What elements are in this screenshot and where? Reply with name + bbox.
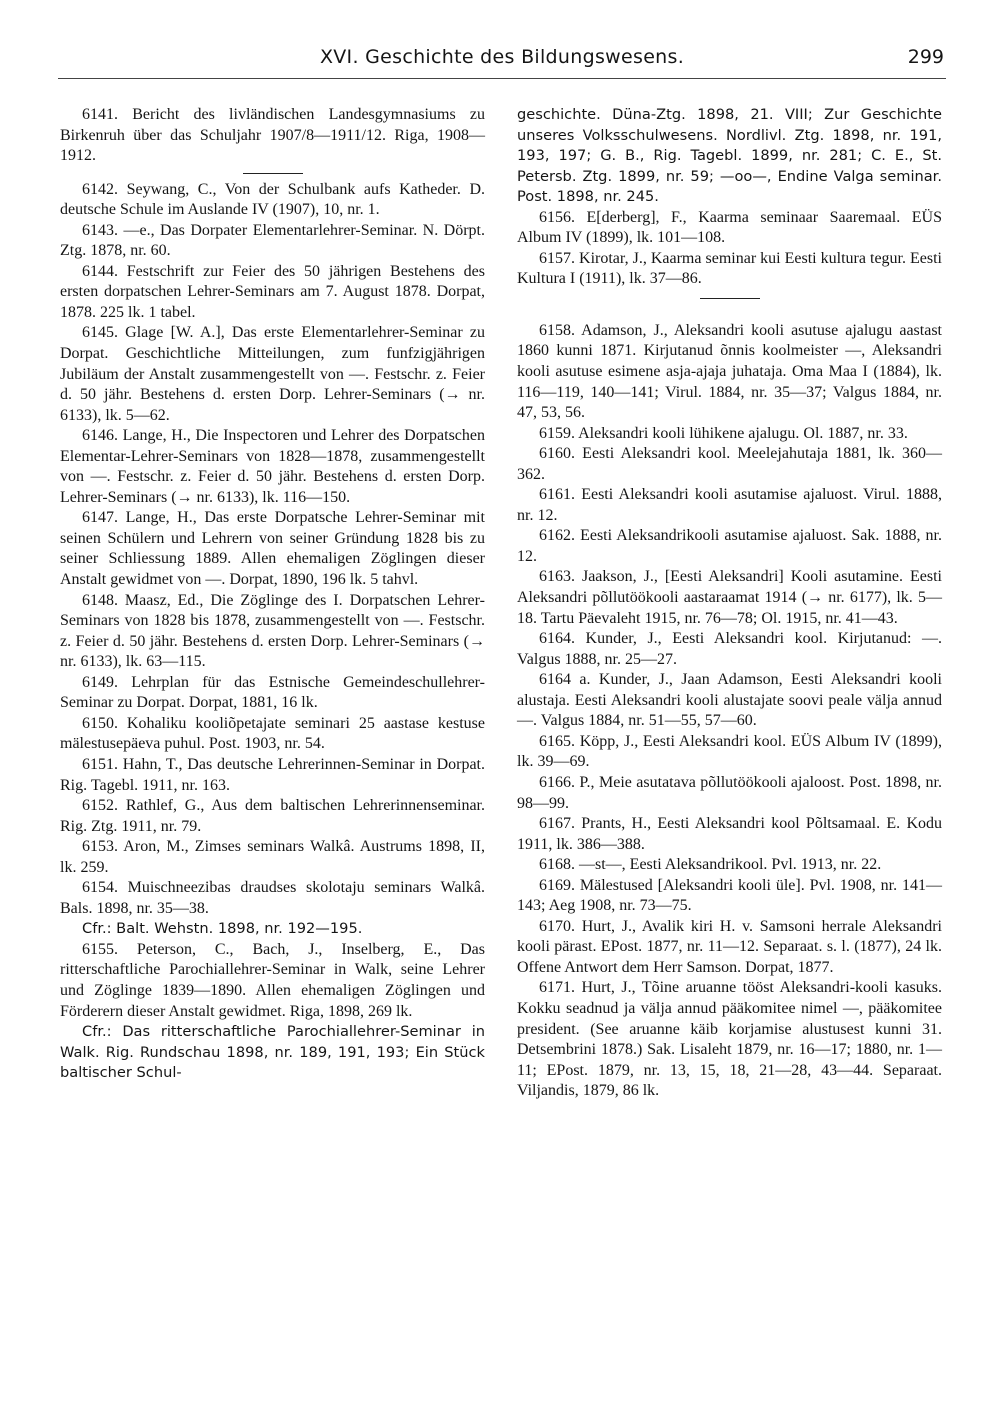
entry-6157: 6157. Kirotar, J., Kaarma seminar kui Eesti kultura tegur. Eesti Kultura I (1911), lk. 37—86. [517,249,942,288]
entry-6141: 6141. Bericht des livländischen Landesgymnasiums zu Birkenruh über das Schuljahr 1907/8—1911/12. Riga, 1908—1912. [60,106,485,165]
entry-6153: 6153. Aron, M., Zimses seminars Walkâ. Austrums 1898, II, lk. 259. [60,838,485,876]
entry-6158: 6158. Adamson, J., Aleksandri kooli asutuse ajalugu aastast 1860 kunni 1871. Kirjutanud õnnis koolmeister —, Aleksandri kooli asutuse esimene asja-ajaja juhataja. Oma Maa I (1884), lk. 116—119, 140—141; Virul. 1884, nr. 35—37; Valgus 1884, nr. 47, 53, 56. [517,321,942,422]
page-number: 299 [907,46,944,68]
entry-6147: 6147. Lange, H., Das erste Dorpatsche Lehrer-Seminar mit seinen Schülern und Lehrern von seiner Gründung 1828 bis zu seiner Schliessung 1889. Allen ehemaligen Zöglingen dieser Anstalt gewidmet von —. Dorpat, 1890, 196 lk. 5 tahvl. [60,509,485,589]
entry-6152: 6152. Rathlef, G., Aus dem baltischen Lehrerinnenseminar. Rig. Ztg. 1911, nr. 79. [60,797,485,835]
entry-6163: 6163. Jaakson, J., [Eesti Aleksandri] Kooli asutamine. Eesti Aleksandri põllutöökooli aastaraamat 1914 (→ nr. 6177), lk. 5—18. Tartu Päevaleht 1915, nr. 76—78; Ol. 1915, nr. 41—43. [517,568,942,627]
section-divider [700,298,760,299]
entry-6144: 6144. Festschrift zur Feier des 50 jährigen Bestehens des ersten dorpatschen Lehrer-Seminars am 7. August 1878. Dorpat, 1878. 225 lk. 1 tabel. [60,262,485,321]
entry-6165: 6165. Köpp, J., Eesti Aleksandri kool. EÜS Album IV (1899), lk. 39—69. [517,732,942,771]
entry-6154: 6154. Muischneezibas draudses skolotaju seminars Walkâ. Bals. 1898, nr. 35—38. [60,879,485,917]
entry-6148: 6148. Maasz, Ed., Die Zöglinge des I. Dorpatschen Lehrer-Seminars von 1828 bis 1878, zusammengestellt von —. Festschr. z. Feier d. 50 jähr. Bestehens d. ersten Dorp. Lehrer-Seminars (→ nr. 6133), lk. 63—115. [60,591,485,671]
entry-6164: 6164. Kunder, J., Eesti Aleksandri kool. Kirjutanud: —. Valgus 1888, nr. 25—27. [517,630,942,668]
chapter-title: XVI. Geschichte des Bildungswesens. [319,46,685,68]
running-header [58,44,946,79]
cfr-note: Cfr.: Balt. Wehstn. 1898, nr. 192—195. [82,920,363,938]
entry-continuation: geschichte. Düna-Ztg. 1898, 21. VIII; Zur Geschichte unseres Volksschulwesens. Nordlivl. Ztg. 1898, nr. 191, 193, 197; G. B., Rig. Tagebl. 1899, nr. 281; C. E., St. Petersb. Ztg. 1899, nr. 59; —oo—, Endine Valga seminar. Post. 1898, nr. 245. [517,106,942,206]
entry-6160: 6160. Eesti Aleksandri kool. Meelejahutaja 1881, lk. 360—362. [517,445,942,483]
entry-6150: 6150. Kohaliku kooliõpetajate seminari 25 aastase kestuse mälestusepäeva puhul. Post. 1903, nr. 54. [60,714,485,753]
entry-6156: 6156. E[derberg], F., Kaarma seminaar Saaremaal. EÜS Album IV (1899), lk. 101—108. [517,208,942,247]
entry-6143: 6143. —e., Das Dorpater Elementarlehrer-Seminar. N. Dörpt. Ztg. 1878, nr. 60. [60,221,485,260]
entry-6164a: 6164 a. Kunder, J., Jaan Adamson, Eesti Aleksandri kooli alustaja. Eesti Aleksandri kooli alustajate soovi peale välja annud —. Valgus 1884, nr. 51—55, 57—60. [517,671,942,730]
entry-6168: 6168. —st—, Eesti Aleksandrikool. Pvl. 1913, nr. 22. [539,856,882,874]
entry-6155: 6155. Peterson, C., Bach, J., Inselberg, E., Das ritterschaftliche Parochiallehrer-Seminar in Walk, seine Lehrer und Zöglinge 1839—1890. Allen ehemaligen Zöglingen und Förderern dieser Anstalt gewidmet. Riga, 1898, 269 lk. [60,940,485,1020]
entry-6170: 6170. Hurt, J., Avalik kiri H. v. Samsoni herrale Aleksandri kooli pärast. EPost. 1877, nr. 11—12. Separaat. s. l. (1877), 24 lk. Offene Antwort dem Herr Samson. Dorpat, 1877. [517,917,942,976]
entry-6151: 6151. Hahn, T., Das deutsche Lehrerinnen-Seminar in Dorpat. Rig. Tagebl. 1911, nr. 163. [60,755,485,794]
entry-6161: 6161. Eesti Aleksandri kooli asutamise ajaluost. Virul. 1888, nr. 12. [517,486,942,524]
entry-6167: 6167. Prants, H., Eesti Aleksandri kool Põltsamaal. E. Kodu 1911, lk. 386—388. [517,815,942,853]
cfr-note: Cfr.: Das ritterschaftliche Parochiallehrer-Seminar in Walk. Rig. Rundschau 1898, nr. 189, 191, 193; Ein Stück baltischer Schul- [60,1023,485,1082]
left-column [60,105,485,1084]
entry-6162: 6162. Eesti Aleksandrikooli asutamise ajaluost. Sak. 1888, nr. 12. [517,527,942,565]
entry-6166: 6166. P., Meie asutatava põllutöökooli ajaloost. Post. 1898, nr. 98—99. [517,773,942,812]
entry-6169: 6169. Mälestused [Aleksandri kooli üle]. Pvl. 1908, nr. 141—143; Aeg 1908, nr. 73—75. [517,876,942,915]
entry-6146: 6146. Lange, H., Die Inspectoren und Lehrer des Dorpatschen Elementar-Lehrer-Seminars von 1828—1878, zusammengestellt von —. Festschr. z. Feier d. 50 jähr. Bestehens d. ersten Dorp. Lehrer-Seminars (→ nr. 6133), lk. 116—150. [60,427,485,506]
entry-6145: 6145. Glage [W. A.], Das erste Elementarlehrer-Seminar zu Dorpat. Geschichtliche Mitteilungen, zum funfzigjährigen Jubiläum der Anstalt zusammengestellt von —. Festschr. z. Feier d. 50 jähr. Bestehens d. ersten Dorp. Lehrer-Seminars (→ nr. 6133), lk. 5—62. [60,324,485,424]
entry-6149: 6149. Lehrplan für das Estnische Gemeindeschullehrer-Seminar zu Dorpat. Dorpat, 1881, 16 lk. [60,673,485,712]
section-divider [243,173,303,174]
entry-6159: 6159. Aleksandri kooli lühikene ajalugu. Ol. 1887, nr. 33. [539,424,908,442]
right-column [517,105,942,1102]
entry-6171: 6171. Hurt, J., Tõine aruanne tööst Aleksandri-kooli kasuks. Kokku seadnud ja välja annud pääkomitee nimel —, pääkomitee president. (See aruanne käib korjamise alustusest kunni 31. Detsembrini 1878.) Sak. Lisaleht 1879, nr. 16—17; 1880, nr. 1—11; EPost. 1879, nr. 13, 15, 18, 21—28, 43—44. Separaat. Viljandis, 1879, 86 lk. [517,979,942,1100]
entry-6142: 6142. Seywang, C., Von der Schulbank aufs Katheder. D. deutsche Schule im Auslande IV (1907), 10, nr. 1. [60,180,485,219]
